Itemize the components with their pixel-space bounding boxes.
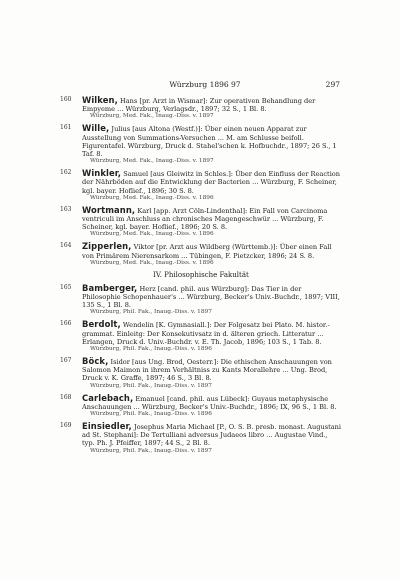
entry-meta: Würzburg, Phil. Fak., Inaug.-Diss. v. 1896 [90,411,212,418]
entry-number: 163 [60,205,72,213]
entry-number: 165 [60,283,72,291]
list-item [60,96,342,120]
entry-number: 168 [60,393,72,401]
entry-meta: Würzburg, Med. Fak., Inaug.-Diss. v. 1896 [90,259,214,266]
section-heading: IV. Philosophische Fakultät [153,270,249,279]
author-name: Einsiedler, [82,421,132,432]
list-item [60,242,342,266]
entry-text: Josephus Maria Michael [P., O. S. B. presb. monast. Augustani ad St. Stephani]: De Tertulliani adversus Judaeos libro ... Augustae Vind., typ. Ph. J. Pfeiffer, 1897; 44 S., 2 Bl. 8. [82,423,342,448]
entry-list [60,96,342,459]
author-name: Wille, [82,123,110,134]
author-name: Böck, [82,356,109,367]
entry-number: 160 [60,96,72,103]
entry-meta: Würzburg, Phil. Fak., Inaug.-Diss. v. 1897 [90,309,212,316]
entry-meta: Würzburg, Phil. Fak., Inaug.-Diss. v. 1896 [90,346,212,353]
entry-number: 162 [60,169,72,177]
author-name: Wortmann, [82,204,136,215]
list-item [60,320,342,353]
author-name: Berdolt, [82,319,121,330]
entry-text: Herz [cand. phil. aus Würzburg]: Das Tier in der Philosophie Schopenhauer's ... Würzburg, Becker's Univ.-Buchdr., 1897; VIII, 135 S., 1 Bl. 8. [82,284,340,310]
list-item [60,284,342,317]
page-number: 297 [325,80,340,89]
author-name: Wilken, [82,95,118,105]
entry-meta: Würzburg, Med. Fak., Inaug.-Diss. v. 1896 [90,194,214,201]
author-name: Bamberger, [82,282,138,293]
list-item [60,206,342,239]
entry-text: Samuel [aus Gleiwitz in Schles.]: Über den Einfluss der Reaction der Nährböden auf die Entwicklung der Bacterien ... Würzburg, F. Scheiner, kgl. bayer. Hoflief., 1896; 30 S. 8. [82,170,341,195]
list-item [60,169,342,202]
entry-text: Karl [app. Arzt Cöln-Lindenthal]: Ein Fall von Carcinoma ventriculi im Anschluss an chronisches Magengeschwür ... Würzburg, F. Scheiner, kgl. bayer. Hoflief., 1896; 20 S. 8. [82,206,328,232]
entry-text: Julius [aus Altona (Westf.)]: Über einen neuen Apparat zur Ausstellung von Summations-Versuchen ... M. am Schlusse beifoll. Figurentafel. Würzburg, Druck d. Stahel'schen k. Hofbuchdr., 1897; 26 S., 1 Taf. 8. [82,125,337,159]
list-item [60,394,342,418]
entry-meta: Würzburg, Phil. Fak., Inaug.-Diss. v. 1897 [90,382,212,389]
entry-meta: Würzburg, Med. Fak., Inaug.-Diss. v. 1896 [90,231,214,238]
entry-number: 161 [60,124,72,132]
entry-meta: Würzburg, Phil. Fak., Inaug.-Diss. v. 1897 [90,447,212,454]
author-name: Zipperlen, [82,241,132,252]
entry-meta: Würzburg, Med. Fak., Inaug.-Diss. v. 1897 [90,113,214,120]
author-name: Carlebach, [82,392,134,403]
entry-text: Viktor [pr. Arzt aus Wildberg (Württemb.)]: Über einen Fall von Primärem Nierensarkom ... Tübingen, F. Pietzcker, 1896; 24 S. 8. [82,243,332,260]
running-header [70,80,340,92]
entry-number: 167 [60,357,72,365]
entry-text: Isidor [aus Ung. Brod, Oesterr.]: Die ethischen Anschauungen von Salomon Maimon in ihrem Verhältniss zu Kants Morallehre ... Ung. Brod, Druck v. K. Graffe, 1897; 46 S., 3 Bl. 8. [82,358,332,383]
entry-number: 169 [60,422,72,430]
entry-meta: Würzburg, Med. Fak., Inaug.-Diss. v. 1897 [90,158,214,165]
entry-number: 166 [60,320,72,328]
entry-text: Hans [pr. Arzt in Wismar]: Zur operativen Behandlung der Empyeme ... Würzburg, Verlagsdr., 1897; 32 S., 1 Bl. 8. [82,97,316,114]
list-item [60,124,342,165]
entry-text: Wendelin [K. Gymnasiall.]: Der Folgesatz bei Plato. M. histor.-grammat. Einleitg: Der Konsekutivsatz in d. älteren griech. Litteratur ... Erlangen, Druck d. Univ.-Buchdr. v. E. Th. Jacob, 1896; 103 S., 1 Tab. 8. [82,321,330,346]
running-title: Würzburg 1896 97 [169,80,241,89]
list-item [60,422,342,455]
author-name: Winkler, [82,168,122,179]
entry-text: Emanuel [cand. phil. aus Lübeck]: Guyaus metaphysische Anschauungen ... Würzburg, Becker's Univ.-Buchdr., 1896; IX, 96 S., 1 Bl. 8. [82,394,337,411]
entry-number: 164 [60,242,72,250]
list-item [60,357,342,390]
